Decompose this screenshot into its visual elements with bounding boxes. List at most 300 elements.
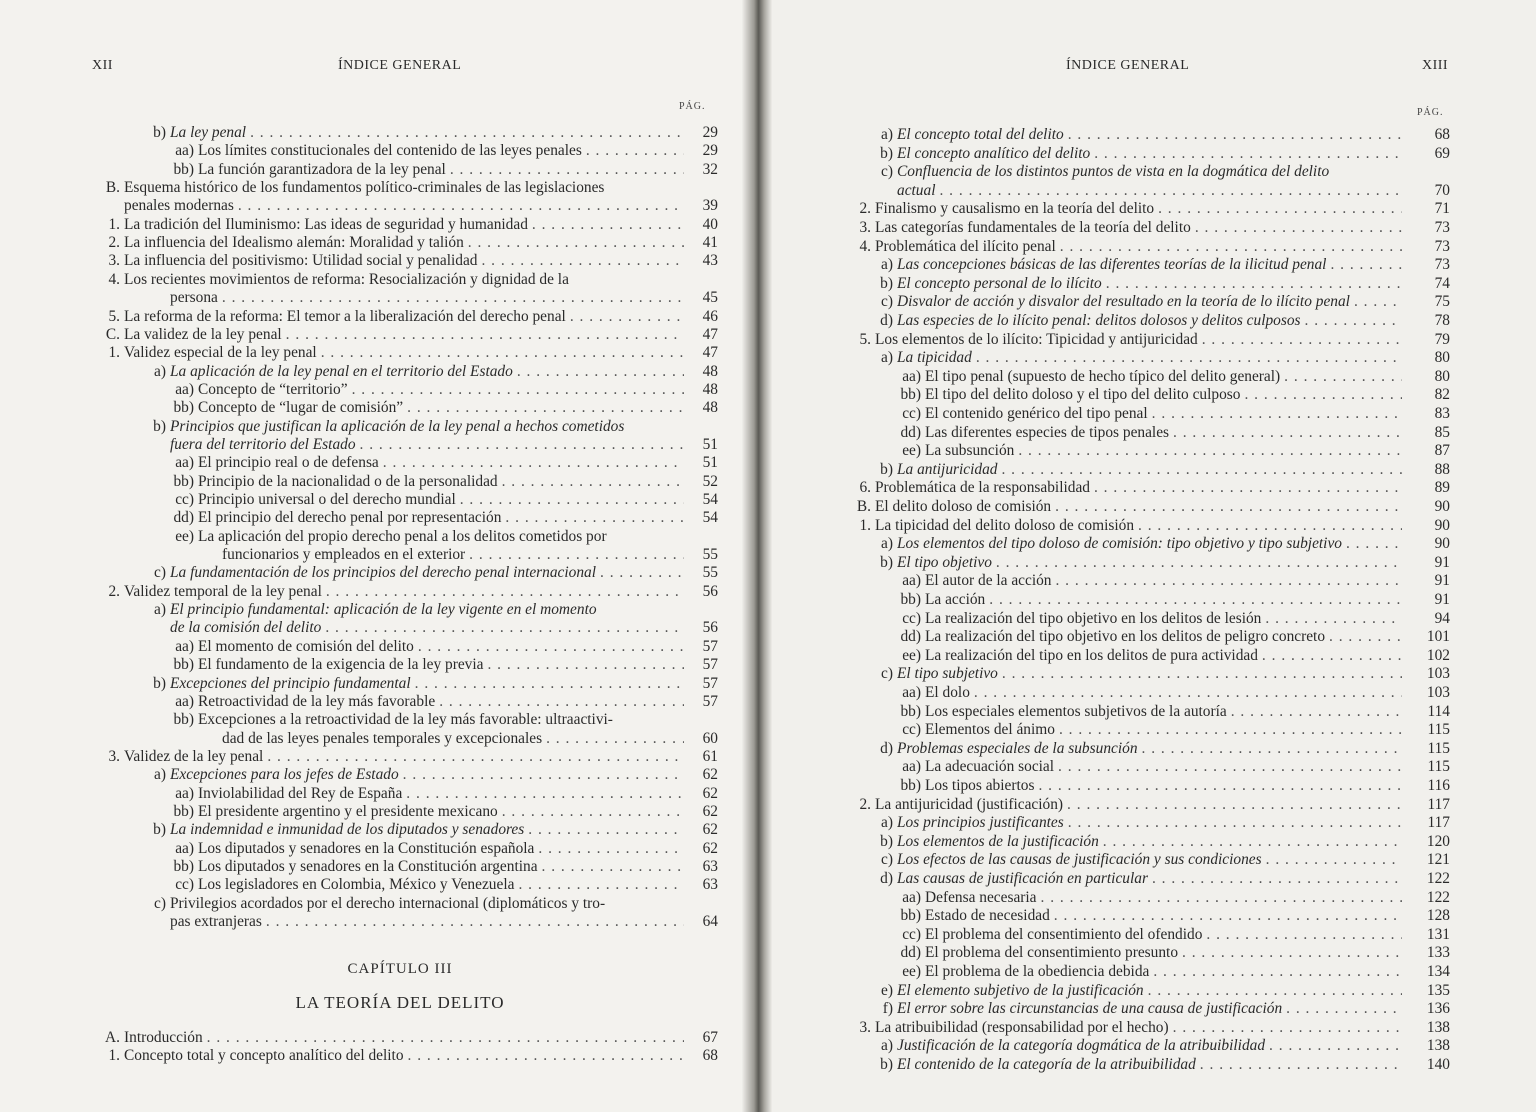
leader-dots <box>1064 814 1402 832</box>
toc-entry <box>0 601 730 619</box>
toc-entry <box>768 293 1468 311</box>
toc-entry-title: La función garantizadora de la ley penal <box>198 160 446 178</box>
toc-entry-title: El elemento subjetivo de la justificación <box>897 981 1144 999</box>
toc-entry-label: b) <box>153 124 166 141</box>
toc-entry-title: La subsunción <box>925 442 1015 460</box>
left-running-head: ÍNDICE GENERAL <box>338 58 462 73</box>
toc-entry-label: 4. <box>859 237 871 255</box>
toc-entry <box>768 1037 1468 1055</box>
toc-entry-title: El tipo objetivo <box>897 553 992 571</box>
toc-entry-label: 1. <box>859 516 871 534</box>
leader-dots <box>356 436 684 454</box>
toc-entry-label: dd) <box>900 944 921 962</box>
leader-dots <box>218 289 684 307</box>
right-pag-label: PÁG. <box>1417 107 1444 118</box>
toc-entry-page: 78 <box>1434 312 1450 329</box>
toc-entry-label: 2. <box>108 234 120 252</box>
toc-entry-title: El tipo del delito doloso y el tipo del delito culposo <box>925 386 1241 404</box>
toc-entry-title: de la comisión del delito <box>170 619 322 637</box>
toc-entry-title: Problemática de la responsabilidad <box>875 479 1090 497</box>
toc-entry-page: 134 <box>1426 963 1450 980</box>
toc-entry <box>768 1056 1468 1074</box>
toc-entry-page: 29 <box>702 142 718 160</box>
toc-entry-title: pas extranjeras <box>170 913 262 931</box>
toc-entry-title: Defensa necesaria <box>925 888 1037 906</box>
toc-entry-page: 94 <box>1434 609 1450 627</box>
toc-entry <box>768 963 1468 981</box>
toc-entry <box>768 312 1468 330</box>
toc-entry-title: Esquema histórico de los fundamentos político-criminales de las legislaciones <box>124 179 605 197</box>
toc-entry-title: El principio del derecho penal por representación <box>198 509 502 527</box>
toc-entry <box>0 418 730 436</box>
toc-entry-page: 71 <box>1434 200 1450 218</box>
leader-dots <box>263 748 684 766</box>
leader-dots <box>498 473 684 491</box>
toc-entry-label: 6. <box>859 479 871 497</box>
leader-dots <box>935 182 1402 200</box>
toc-entry-label: b) <box>880 1056 893 1073</box>
toc-entry <box>0 344 730 362</box>
toc-entry-label: b) <box>153 417 166 435</box>
toc-entry-title: Las categorías fundamentales de la teoría del delito <box>875 219 1191 236</box>
toc-entry-title: La indemnidad e inmunidad de los diputados y senadores <box>170 821 525 839</box>
toc-entry-label: a) <box>881 535 893 553</box>
toc-entry-title: La aplicación de la ley penal en el territorio del Estado <box>170 362 513 380</box>
leader-dots <box>992 554 1402 572</box>
toc-entry-label: 2. <box>859 795 871 813</box>
toc-entry-page: 74 <box>1434 274 1450 292</box>
toc-entry-title: Concepto de “territorio” <box>198 380 348 398</box>
leader-dots <box>379 454 684 472</box>
toc-entry-page: 80 <box>1434 367 1450 385</box>
toc-entry-label: aa) <box>175 142 194 160</box>
toc-entry-label: ee) <box>175 527 194 545</box>
toc-entry-title: La atribuibilidad (responsabilidad por el hecho) <box>875 1018 1169 1036</box>
toc-entry-label: a) <box>881 256 893 274</box>
leader-dots <box>414 638 684 656</box>
toc-entry-title: La validez de la ley penal <box>124 325 282 343</box>
toc-entry-page: 103 <box>1426 665 1450 683</box>
toc-entry-label: aa) <box>175 784 194 802</box>
toc-entry-label: aa) <box>175 637 194 655</box>
toc-entry <box>768 275 1468 293</box>
toc-entry-title: Principio de la nacionalidad o de la personalidad <box>198 472 498 490</box>
toc-entry <box>768 535 1468 553</box>
leader-dots <box>411 675 684 693</box>
book-gutter <box>742 0 772 1112</box>
toc-entry-page: 114 <box>1427 702 1450 720</box>
toc-entry-label: C. <box>105 325 120 343</box>
toc-entry <box>768 368 1468 386</box>
toc-entry-title: Retroactividad de la ley más favorable <box>198 692 436 710</box>
toc-entry-label: bb) <box>173 858 194 875</box>
leader-dots <box>1325 628 1402 646</box>
toc-entry-page: 79 <box>1434 330 1450 348</box>
toc-entry-page: 51 <box>702 435 718 453</box>
toc-entry-label: 1. <box>108 215 120 233</box>
toc-entry-label: B. <box>856 498 871 515</box>
toc-entry-page: 57 <box>702 674 718 692</box>
chapter-title: LA TEORÍA DEL DELITO <box>295 993 505 1012</box>
leader-dots <box>970 684 1402 702</box>
toc-entry <box>768 554 1468 572</box>
toc-entry-title: persona <box>170 289 218 307</box>
toc-entry <box>768 721 1468 739</box>
leader-dots <box>1202 926 1402 944</box>
toc-entry-label: B. <box>105 179 120 197</box>
toc-entry-label: bb) <box>173 160 194 178</box>
toc-entry-label: aa) <box>902 572 921 590</box>
toc-entry <box>768 572 1468 590</box>
toc-entry-label: 3. <box>108 747 120 765</box>
toc-entry-label: cc) <box>902 721 921 739</box>
toc-entry-title: El contenido de la categoría de la atribuibilidad <box>897 1056 1196 1073</box>
toc-entry <box>768 944 1468 962</box>
left-folio: XII <box>92 58 113 73</box>
toc-entry <box>0 454 730 472</box>
leader-dots <box>317 344 684 362</box>
toc-entry-page: 115 <box>1427 739 1450 757</box>
toc-entry-title: La tipicidad <box>897 349 972 367</box>
leader-dots <box>582 142 684 160</box>
toc-entry <box>0 308 730 326</box>
toc-entry-page: 90 <box>1434 535 1450 553</box>
toc-entry-title: Justificación de la categoría dogmática de la atribuibilidad <box>897 1037 1266 1055</box>
toc-entry <box>0 161 730 179</box>
leader-dots <box>1099 833 1402 851</box>
toc-entry-page: 75 <box>1434 293 1450 311</box>
toc-entry-page: 47 <box>702 325 718 343</box>
toc-entry <box>0 509 730 527</box>
leader-dots <box>348 381 684 399</box>
toc-entry-label: a) <box>881 126 893 143</box>
leader-dots <box>1191 219 1402 237</box>
toc-entry-label: 4. <box>108 270 120 288</box>
toc-entry <box>0 656 730 674</box>
toc-entry-page: 117 <box>1427 814 1450 832</box>
leader-dots <box>483 656 684 674</box>
leader-dots <box>1196 1056 1402 1074</box>
toc-entry-page: 91 <box>1434 553 1450 571</box>
toc-entry-title: Validez de la ley penal <box>124 747 264 765</box>
toc-entry <box>0 840 730 858</box>
leader-dots <box>985 591 1402 609</box>
toc-entry-page: 90 <box>1434 516 1450 534</box>
toc-entry-page: 85 <box>1434 423 1450 441</box>
toc-entry-title: Las causas de justificación en particular <box>897 870 1148 887</box>
toc-entry <box>0 491 730 509</box>
toc-entry <box>0 564 730 582</box>
leader-dots <box>1034 777 1402 795</box>
toc-entry-title: Los límites constitucionales del contenido de las leyes penales <box>198 142 582 160</box>
toc-entry-title: Los tipos abiertos <box>925 777 1035 794</box>
toc-entry-title: La fundamentación de los principios del derecho penal internacional <box>170 564 597 582</box>
toc-entry-title: Principios que justifican la aplicación de la ley penal a hechos cometidos <box>170 417 625 435</box>
toc-entry-title: La ley penal <box>170 124 247 141</box>
toc-entry-title: Excepciones a la retroactividad de la ley más favorable: ultraactivi- <box>198 711 613 729</box>
leader-dots <box>203 1029 684 1047</box>
toc-entry-page: 138 <box>1426 1037 1450 1055</box>
toc-entry-title: Los principios justificantes <box>897 814 1064 832</box>
leader-dots <box>1014 442 1402 460</box>
toc-entry-label: b) <box>880 274 893 292</box>
toc-entry-title: funcionarios y empleados en el exterior <box>222 546 466 564</box>
toc-entry-title: El problema de la obediencia debida <box>925 963 1150 980</box>
toc-entry-title: El dolo <box>925 684 970 701</box>
toc-entry <box>0 363 730 381</box>
toc-entry-title: Los elementos de lo ilícito: Tipicidad y antijuricidad <box>875 330 1198 348</box>
leader-dots <box>1138 740 1402 758</box>
toc-entry-title: Las diferentes especies de tipos penales <box>925 423 1170 441</box>
toc-entry-page: 47 <box>702 344 718 362</box>
toc-entry <box>768 591 1468 609</box>
leader-dots <box>1262 851 1402 869</box>
toc-entry <box>768 814 1468 832</box>
leader-dots <box>464 234 684 252</box>
toc-entry <box>768 777 1468 795</box>
toc-entry-page: 32 <box>702 160 718 178</box>
toc-entry-page: 69 <box>1434 144 1450 162</box>
toc-entry-label: a) <box>154 362 166 380</box>
toc-entry-page: 89 <box>1434 479 1450 497</box>
toc-entry-page: 48 <box>702 380 718 398</box>
toc-entry-label: dd) <box>173 509 194 527</box>
leader-dots <box>1090 145 1402 163</box>
toc-entry-title: Problemas especiales de la subsunción <box>897 739 1138 757</box>
toc-entry-label: 1. <box>108 1047 120 1065</box>
toc-entry-label: b) <box>880 832 893 850</box>
toc-entry-title: Finalismo y causalismo en la teoría del delito <box>875 200 1155 218</box>
toc-entry-page: 102 <box>1426 646 1450 664</box>
leader-dots <box>1102 275 1402 293</box>
toc-entry-page: 54 <box>702 491 718 508</box>
toc-entry <box>0 693 730 711</box>
toc-entry-title: Estado de necesidad <box>925 907 1050 925</box>
toc-entry-label: c) <box>881 163 893 181</box>
leader-dots <box>1350 293 1402 311</box>
toc-entry-page: 67 <box>702 1029 718 1046</box>
toc-entry-page: 121 <box>1426 851 1450 869</box>
toc-entry-title: El concepto total del delito <box>897 126 1064 143</box>
toc-entry-label: aa) <box>175 454 194 472</box>
toc-entry-label: a) <box>881 814 893 832</box>
toc-entry-title: Problemática del ilícito penal <box>875 237 1056 255</box>
toc-entry-page: 80 <box>1434 349 1450 367</box>
left-pag-label: PÁG. <box>679 101 706 112</box>
toc-entry-label: bb) <box>900 907 921 925</box>
toc-entry-page: 115 <box>1427 721 1450 739</box>
toc-entry-title: El presidente argentino y el presidente mexicano <box>198 802 498 820</box>
toc-entry-title: Los efectos de las causas de justificación y sus condiciones <box>897 851 1262 869</box>
leader-dots <box>1265 1037 1402 1055</box>
leader-dots <box>402 785 684 803</box>
toc-entry-title: El delito doloso de comisión <box>875 498 1052 515</box>
toc-entry-label: ee) <box>902 442 921 460</box>
leader-dots <box>1051 498 1402 516</box>
leader-dots <box>1050 907 1402 925</box>
toc-entry-label: c) <box>154 894 166 912</box>
toc-entry-page: 45 <box>702 289 718 307</box>
toc-entry-label: b) <box>153 674 166 692</box>
toc-entry <box>768 665 1468 683</box>
toc-entry <box>768 200 1468 218</box>
toc-entry-title: La influencia del positivismo: Utilidad social y penalidad <box>124 252 478 270</box>
leader-dots <box>1261 610 1402 628</box>
toc-entry-title: La reforma de la reforma: El temor a la liberalización del derecho penal <box>124 307 566 325</box>
toc-entry-label: 3. <box>859 1018 871 1036</box>
toc-entry-label: aa) <box>902 888 921 906</box>
leader-dots <box>1056 238 1402 256</box>
toc-entry-label: e) <box>881 981 893 999</box>
toc-entry-page: 103 <box>1426 684 1450 701</box>
toc-entry <box>0 179 730 197</box>
toc-entry <box>768 126 1468 144</box>
toc-entry <box>0 711 730 729</box>
toc-entry-label: bb) <box>900 777 921 794</box>
leader-dots <box>477 252 684 270</box>
toc-entry-title: La influencia del Idealismo alemán: Moralidad y talión <box>124 234 464 252</box>
leader-dots <box>456 491 684 509</box>
toc-entry <box>768 219 1468 237</box>
toc-entry-title: El tipo penal (supuesto de hecho típico del delito general) <box>925 367 1281 385</box>
toc-entry-title: Los recientes movimientos de reforma: Resocialización y dignidad de la <box>124 270 569 288</box>
toc-entry-title: El fundamento de la exigencia de la ley previa <box>198 656 484 674</box>
toc-entry <box>0 876 730 894</box>
toc-entry-label: c) <box>881 851 893 869</box>
toc-entry <box>768 163 1468 181</box>
toc-entry-label: d) <box>880 870 893 887</box>
left-page <box>0 0 750 1112</box>
leader-dots <box>282 326 684 344</box>
toc-entry <box>0 583 730 601</box>
toc-entry-label: 3. <box>108 252 120 270</box>
toc-entry-label: cc) <box>175 876 194 894</box>
toc-entry-page: 115 <box>1427 758 1450 776</box>
toc-entry-label: c) <box>881 665 893 683</box>
toc-entry <box>768 758 1468 776</box>
toc-entry-label: a) <box>881 349 893 367</box>
toc-entry-title: La tradición del Iluminismo: Las ideas de seguridad y humanidad <box>124 215 528 233</box>
toc-entry-page: 39 <box>702 197 718 215</box>
leader-dots <box>498 803 684 821</box>
toc-entry-label: cc) <box>175 491 194 508</box>
toc-entry <box>0 638 730 656</box>
toc-entry-page: 91 <box>1434 591 1450 608</box>
leader-dots <box>403 399 684 417</box>
leader-dots <box>1342 535 1402 553</box>
leader-dots <box>399 766 684 784</box>
toc-entry-page: 48 <box>702 362 718 380</box>
toc-entry-label: c) <box>154 564 166 582</box>
toc-entry-label: bb) <box>173 802 194 820</box>
toc-entry <box>0 748 730 766</box>
toc-entry-page: 136 <box>1426 1000 1450 1018</box>
leader-dots <box>513 363 684 381</box>
toc-entry-title: Validez temporal de la ley penal <box>124 582 322 600</box>
toc-entry <box>0 216 730 234</box>
toc-entry <box>0 785 730 803</box>
leader-dots <box>446 161 684 179</box>
right-running-head: ÍNDICE GENERAL <box>1066 58 1190 73</box>
toc-entry-page: 43 <box>702 252 718 270</box>
toc-entry-page: 62 <box>702 821 718 839</box>
toc-entry-label: 1. <box>108 344 120 362</box>
toc-entry-title: La adecuación social <box>925 758 1055 776</box>
toc-entry <box>768 386 1468 404</box>
toc-entry-label: bb) <box>173 656 194 674</box>
toc-entry <box>768 349 1468 367</box>
leader-dots <box>1051 572 1402 590</box>
toc-entry-title: Los diputados y senadores en la Constitución española <box>198 839 535 857</box>
toc-entry <box>0 436 730 454</box>
toc-entry-label: bb) <box>173 472 194 490</box>
leader-dots <box>1148 405 1402 423</box>
toc-entry-title: La antijuricidad <box>897 460 998 478</box>
toc-entry-page: 57 <box>702 656 718 674</box>
toc-entry-title: El tipo subjetivo <box>897 665 998 683</box>
toc-entry-label: aa) <box>902 367 921 385</box>
toc-entry-page: 52 <box>702 472 718 490</box>
toc-entry-label: aa) <box>175 839 194 857</box>
toc-entry <box>768 424 1468 442</box>
toc-entry-page: 63 <box>702 876 718 894</box>
toc-entry-page: 116 <box>1427 777 1450 794</box>
leader-dots <box>1198 331 1402 349</box>
toc-entry-title: Elementos del ánimo <box>925 721 1055 739</box>
toc-entry-page: 62 <box>702 784 718 802</box>
toc-entry <box>0 234 730 252</box>
toc-entry-page: 70 <box>1434 181 1450 199</box>
toc-entry-title: El momento de comisión del delito <box>198 637 414 655</box>
leader-dots <box>234 197 684 215</box>
toc-entry-title: Validez especial de la ley penal <box>124 344 317 362</box>
toc-entry-title: Los diputados y senadores en la Constitución argentina <box>198 858 538 875</box>
toc-entry-page: 51 <box>702 454 718 472</box>
toc-entry-page: 73 <box>1434 237 1450 255</box>
toc-entry-title: Introducción <box>124 1029 203 1046</box>
toc-entry-page: 41 <box>702 234 718 252</box>
toc-entry-label: 2. <box>108 582 120 600</box>
toc-entry-title: El error sobre las circunstancias de una causa de justificación <box>897 1000 1283 1018</box>
toc-entry-title: penales modernas <box>124 197 234 215</box>
toc-entry <box>768 479 1468 497</box>
toc-entry-label: bb) <box>173 711 194 729</box>
leader-dots <box>465 546 684 564</box>
toc-entry-title: Inviolabilidad del Rey de España <box>198 784 403 802</box>
toc-entry <box>768 982 1468 1000</box>
toc-entry-page: 60 <box>702 729 718 747</box>
toc-entry-page: 56 <box>702 582 718 600</box>
toc-entry <box>0 326 730 344</box>
leader-dots <box>1227 703 1402 721</box>
leader-dots <box>514 876 684 894</box>
toc-entry <box>768 145 1468 163</box>
toc-entry <box>0 399 730 417</box>
toc-entry-label: aa) <box>175 692 194 710</box>
toc-entry <box>0 730 730 748</box>
toc-entry-title: Los legisladores en Colombia, México y Venezuela <box>198 876 515 894</box>
toc-entry <box>768 926 1468 944</box>
toc-entry <box>768 684 1468 702</box>
leader-dots <box>972 349 1402 367</box>
toc-entry-label: aa) <box>902 758 921 776</box>
toc-entry-page: 55 <box>702 546 718 564</box>
toc-entry <box>768 182 1468 200</box>
toc-entry-title: Principio universal o del derecho mundial <box>198 491 456 508</box>
toc-entry-label: 5. <box>859 330 871 348</box>
toc-entry <box>0 289 730 307</box>
leader-dots <box>322 583 684 601</box>
